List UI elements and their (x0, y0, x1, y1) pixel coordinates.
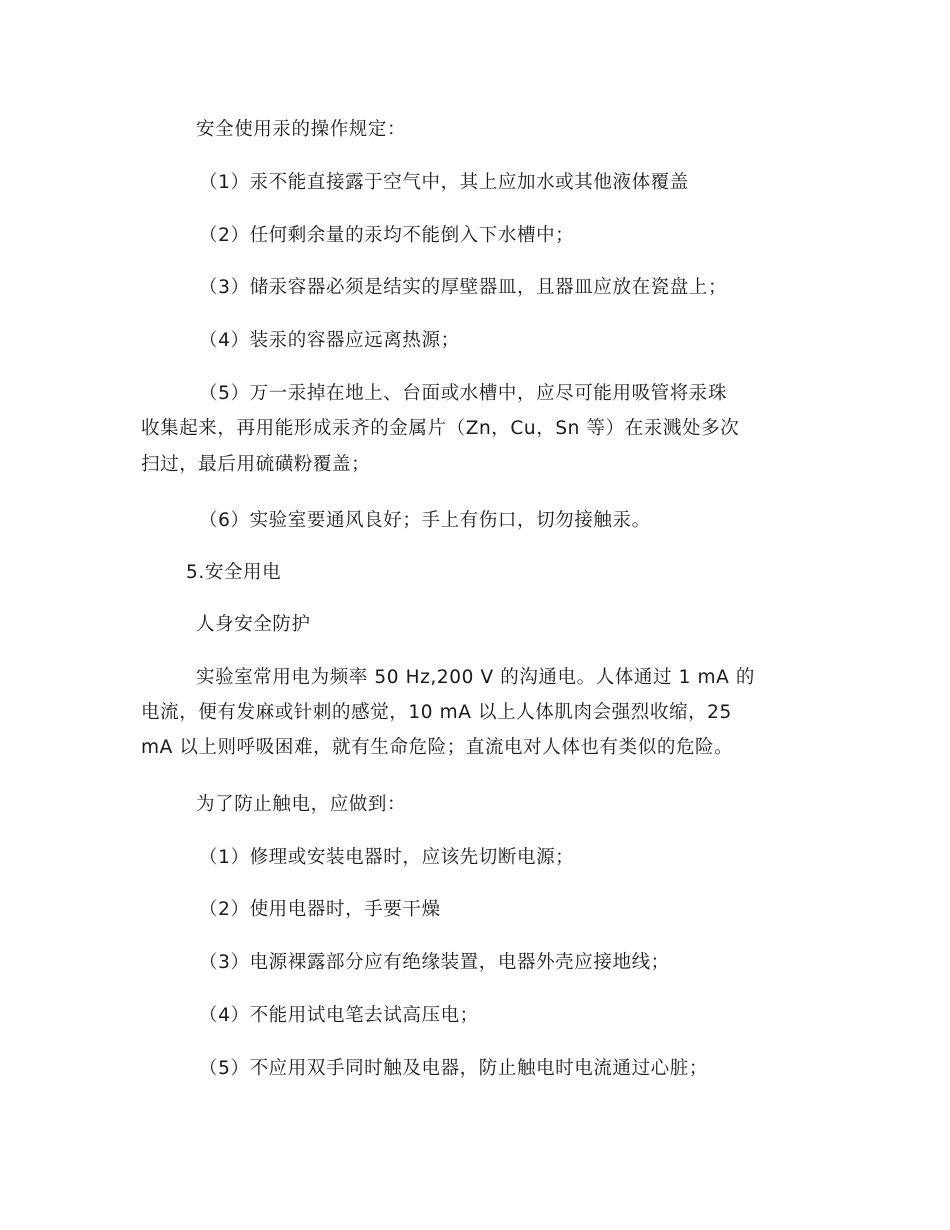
electricity-intro-line-1: 实验室常用电为频率 50 Hz,200 V 的沟通电。人体通过 1 mA 的 (196, 667, 755, 688)
electricity-item-2: （2）使用电器时，手要干燥 (199, 899, 441, 920)
electricity-intro-line-2: 电流，便有发麻或针刺的感觉，10 mA 以上人体肌肉会强烈收缩，25 (141, 702, 732, 723)
mercury-item-1: （1）汞不能直接露于空气中，其上应加水或其他液体覆盖 (199, 172, 689, 193)
electricity-item-1: （1）修理或安装电器时，应该先切断电源； (199, 847, 575, 868)
electricity-item-5: （5）不应用双手同时触及电器，防止触电时电流通过心脏； (199, 1058, 708, 1079)
mercury-item-4: （4）装汞的容器应远离热源； (199, 330, 460, 351)
prevent-heading: 为了防止触电，应做到： (196, 794, 407, 815)
mercury-item-3: （3）储汞容器必须是结实的厚壁器皿，且器皿应放在瓷盘上； (199, 277, 728, 298)
mercury-item-2: （2）任何剩余量的汞均不能倒入下水槽中； (199, 225, 575, 246)
mercury-item-6: （6）实验室要通风良好；手上有伤口，切勿接触汞。 (199, 510, 651, 531)
section-title-electricity: 5.安全用电 (186, 562, 282, 583)
electricity-intro-line-3: mA 以上则呼吸困难，就有生命危险；直流电对人体也有类似的危险。 (141, 737, 734, 758)
electricity-item-3: （3）电源裸露部分应有绝缘装置，电器外壳应接地线； (199, 952, 670, 973)
mercury-item-5-line-2: 收集起来，再用能形成汞齐的金属片（Zn，Cu，Sn 等）在汞溅处多次 (141, 418, 740, 439)
mercury-item-5-line-1: （5）万一汞掉在地上、台面或水槽中，应尽可能用吸管将汞珠 (199, 383, 728, 404)
mercury-item-5-line-3: 扫过，最后用硫磺粉覆盖； (141, 454, 371, 475)
mercury-heading: 安全使用汞的操作规定： (196, 119, 407, 140)
electricity-subheading: 人身安全防护 (196, 614, 311, 635)
electricity-item-4: （4）不能用试电笔去试高压电； (199, 1005, 479, 1026)
